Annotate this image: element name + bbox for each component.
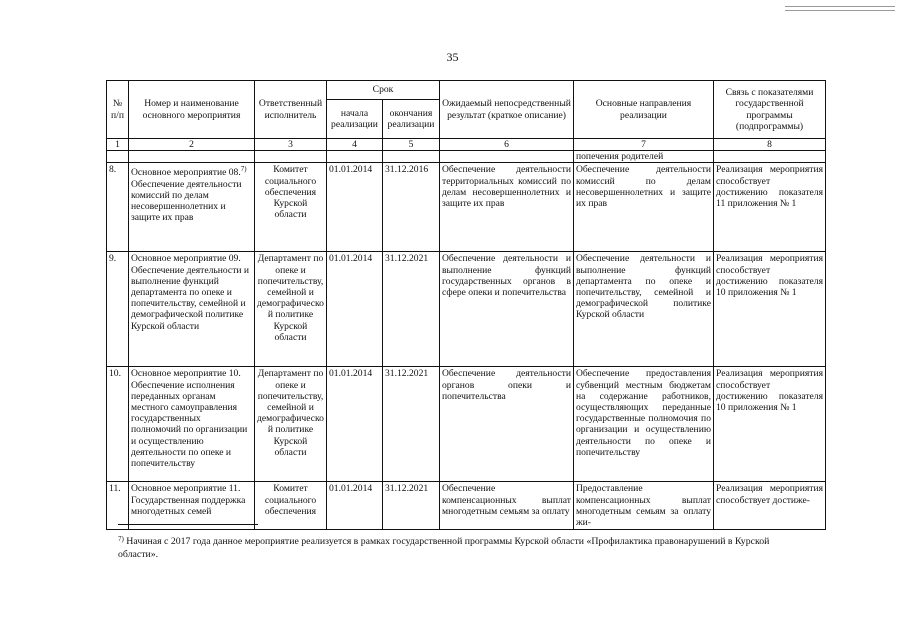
end-date: 31.12.2021 <box>383 252 440 367</box>
program-activities-table <box>106 80 826 530</box>
header-directions: Основные направления реализации <box>574 81 714 139</box>
start-date: 01.01.2014 <box>327 163 383 252</box>
column-number: 3 <box>255 139 327 151</box>
responsible-executor: Комитет социального обеспечения Курской области <box>255 163 327 252</box>
footnote-mark: 7) <box>118 535 124 543</box>
page-number: 35 <box>446 50 459 64</box>
end-date: 31.12.2016 <box>383 163 440 252</box>
header-term: Срок <box>327 81 440 100</box>
table-row <box>107 367 826 482</box>
expected-result: Обеспечение деятельности и выполнение функций государственных органов в сфере опеки и попечительства <box>440 252 574 367</box>
expected-result: Обеспечение деятельности органов опеки и попечительства <box>440 367 574 482</box>
activity-name: Основное мероприятие 10. Обеспечение исполнения переданных органам местного самоуправления государственных полномочий по организации и осуществлению деятельности по опеке и попечительству <box>129 367 255 482</box>
continuation-row <box>107 151 826 163</box>
responsible-executor: Комитет социального обеспечения <box>255 482 327 530</box>
indicator-link: Реализация мероприятия способствует достиже- <box>714 482 826 530</box>
main-directions: Обеспечение деятельности и выполнение функций департамента по опеке и попечительству, семейной и демографической политике Курской области <box>574 252 714 367</box>
header-start: начала реализации <box>327 100 383 139</box>
row-number: 8. <box>107 163 129 252</box>
column-number: 2 <box>129 139 255 151</box>
activity-name: Основное мероприятие 09. Обеспечение деятельности и выполнение функций департамента по опеке и попечительству, семейной и демографической политике Курской области <box>129 252 255 367</box>
start-date: 01.01.2014 <box>327 482 383 530</box>
continuation-text: попечения родителей <box>574 151 714 163</box>
responsible-executor: Департамент по опеке и попечительству, семейной и демографической политике Курской области <box>255 252 327 367</box>
activity-name: Основное мероприятие 08.$^{7)}$ Обеспечение деятельности комиссий по делам несовершеннолетних и защите их прав <box>129 163 255 252</box>
column-number: 8 <box>714 139 826 151</box>
column-number: 5 <box>383 139 440 151</box>
main-directions: Обеспечение деятельности комиссий по делам несовершеннолетних и защите их прав <box>574 163 714 252</box>
header-num: № п/п <box>107 81 129 139</box>
table-row <box>107 163 826 252</box>
header-rule <box>785 6 895 14</box>
start-date: 01.01.2014 <box>327 252 383 367</box>
end-date: 31.12.2021 <box>383 367 440 482</box>
header-name: Номер и наименование основного мероприятия <box>129 81 255 139</box>
header-link: Связь с показателями государственной программы (подпрограммы) <box>714 81 826 139</box>
footnote <box>118 533 808 561</box>
expected-result: Обеспечение деятельности территориальных комиссий по делам несовершеннолетних и защите их прав <box>440 163 574 252</box>
footnote-text: Начиная с 2017 года данное мероприятие реализуется в рамках государственной программы Курской области «Профилактика правонарушений в Курской области». <box>118 536 770 560</box>
indicator-link: Реализация мероприятия способствует достижению показателя 10 приложения № 1 <box>714 367 826 482</box>
table-row <box>107 482 826 530</box>
start-date: 01.01.2014 <box>327 367 383 482</box>
header-responsible: Ответственный исполнитель <box>255 81 327 139</box>
main-directions: Обеспечение предоставления субвенций местным бюджетам на содержание работников, осуществляющих переданные государственные полномочия по организации и осуществлению деятельности по опеке и попечительству <box>574 367 714 482</box>
footnote-mark: 7) <box>240 165 247 174</box>
responsible-executor: Департамент по опеке и попечительству, семейной и демографической политике Курской области <box>255 367 327 482</box>
footnote-divider <box>118 524 258 525</box>
header-result: Ожидаемый непосредственный результат (краткое описание) <box>440 81 574 139</box>
header-end: окончания реализации <box>383 100 440 139</box>
table-row <box>107 252 826 367</box>
column-numbers-row <box>107 139 826 151</box>
activity-name: Основное мероприятие 11. Государственная поддержка многодетных семей <box>129 482 255 530</box>
column-number: 4 <box>327 139 383 151</box>
expected-result: Обеспечение компенсационных выплат многодетным семьям за оплату <box>440 482 574 530</box>
indicator-link: Реализация мероприятия способствует достижению показателя 11 приложения № 1 <box>714 163 826 252</box>
column-number: 1 <box>107 139 129 151</box>
end-date: 31.12.2021 <box>383 482 440 530</box>
column-number: 6 <box>440 139 574 151</box>
row-number: 11. <box>107 482 129 530</box>
column-number: 7 <box>574 139 714 151</box>
row-number: 10. <box>107 367 129 482</box>
main-directions: Предоставление компенсационных выплат многодетным семьям за оплату жи- <box>574 482 714 530</box>
row-number: 9. <box>107 252 129 367</box>
indicator-link: Реализация мероприятия способствует достижению показателя 10 приложения № 1 <box>714 252 826 367</box>
